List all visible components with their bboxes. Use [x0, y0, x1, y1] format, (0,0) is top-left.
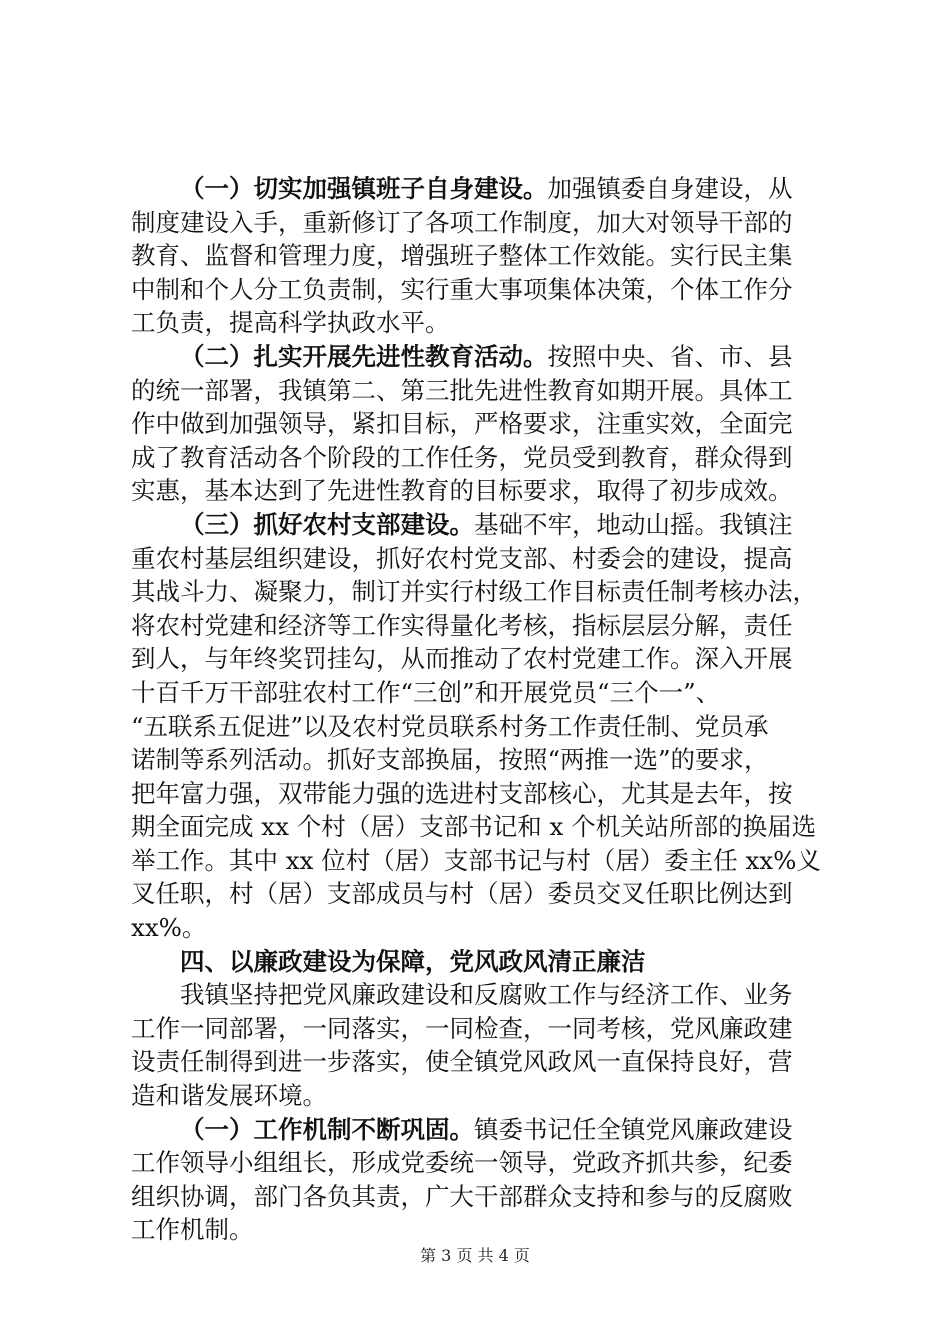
paragraph-line: 工负责，提高科学执政水平。 [131, 308, 450, 338]
paragraph-line: 举工作。其中 xx 位村（居）支部书记与村（居）委主任 xx%义 [131, 845, 821, 875]
paragraph-line: 教育、监督和管理力度，增强班子整体工作效能。实行民主集 [131, 241, 793, 271]
paragraph-line: 工作领导小组组长，形成党委统一领导，党政齐抓共参，纪委 [131, 1148, 793, 1178]
paragraph-line: 实惠，基本达到了先进性教育的目标要求，取得了初步成效。 [131, 476, 793, 506]
paragraph-line: 将农村党建和经济等工作实得量化考核，指标层层分解，责任 [131, 610, 793, 640]
paragraph-line: “五联系五促进”以及农村党员联系村务工作责任制、党员承 [131, 711, 769, 741]
section-heading: （一）工作机制不断巩固。 [180, 1114, 474, 1144]
paragraph-line [131, 508, 825, 542]
paragraph-line [131, 1113, 825, 1147]
page-footer: 第 3 页 共 4 页 [420, 1246, 530, 1265]
paragraph-line: 我镇坚持把党风廉政建设和反腐败工作与经济工作、业务 [180, 980, 793, 1010]
paragraph-line [131, 340, 825, 374]
paragraph-line: 叉任职，村（居）支部成员与村（居）委员交叉任职比例达到 [131, 879, 793, 909]
paragraph-line: 造和谐发展环境。 [131, 1081, 327, 1111]
paragraph-line: 工作一同部署，一同落实，一同检查，一同考核，党风廉政建 [131, 1013, 793, 1043]
paragraph-line: xx%。 [131, 913, 207, 943]
section-title: 四、以廉政建设为保障，党风政风清正廉洁 [180, 946, 646, 976]
paragraph-line: 制度建设入手，重新修订了各项工作制度，加大对领导干部的 [131, 207, 793, 237]
paragraph-line: 组织协调，部门各负其责，广大干部群众支持和参与的反腐败 [131, 1181, 793, 1211]
document-body [131, 172, 825, 1247]
paragraph-line: 把年富力强，双带能力强的选进村支部核心，尤其是去年，按 [131, 778, 793, 808]
paragraph-line: 成了教育活动各个阶段的工作任务，党员受到教育，群众得到 [131, 442, 793, 472]
paragraph-line: 到人，与年终奖罚挂勾，从而推动了农村党建工作。深入开展 [131, 644, 793, 674]
paragraph-text: 镇委书记任全镇党风廉政建设 [474, 1114, 793, 1144]
paragraph-line: 设责任制得到进一步落实，使全镇党风政风一直保持良好，营 [131, 1047, 793, 1077]
section-heading: （二）扎实开展先进性教育活动。 [180, 341, 548, 371]
paragraph-line: 工作机制。 [131, 1215, 254, 1245]
paragraph-line: 十百千万干部驻农村工作“三创”和开展党员“三个一”、 [131, 677, 721, 707]
paragraph-line: 中制和个人分工负责制，实行重大事项集体决策，个体工作分 [131, 274, 793, 304]
paragraph-text: 加强镇委自身建设，从 [547, 174, 793, 203]
section-heading: （一）切实加强镇班子自身建设。 [180, 174, 548, 203]
paragraph-text: 按照中央、省、市、县 [547, 341, 793, 371]
paragraph-line: 重农村基层组织建设，抓好农村党支部、村委会的建设，提高 [131, 543, 793, 573]
paragraph-line: 期全面完成 xx 个村（居）支部书记和 x 个机关站所部的换届选 [131, 812, 817, 842]
paragraph-line: 诺制等系列活动。抓好支部换届，按照“两推一选”的要求， [131, 745, 769, 775]
paragraph-line: 其战斗力、凝聚力，制订并实行村级工作目标责任制考核办法， [131, 577, 817, 607]
paragraph-line: 的统一部署，我镇第二、第三批先进性教育如期开展。具体工 [131, 375, 793, 405]
paragraph-line: 作中做到加强领导，紧扣目标，严格要求，注重实效，全面完 [131, 409, 793, 439]
paragraph-text: 基础不牢，地动山摇。我镇注 [474, 509, 793, 539]
paragraph-line [131, 172, 825, 206]
section-heading: （三）抓好农村支部建设。 [180, 509, 474, 539]
